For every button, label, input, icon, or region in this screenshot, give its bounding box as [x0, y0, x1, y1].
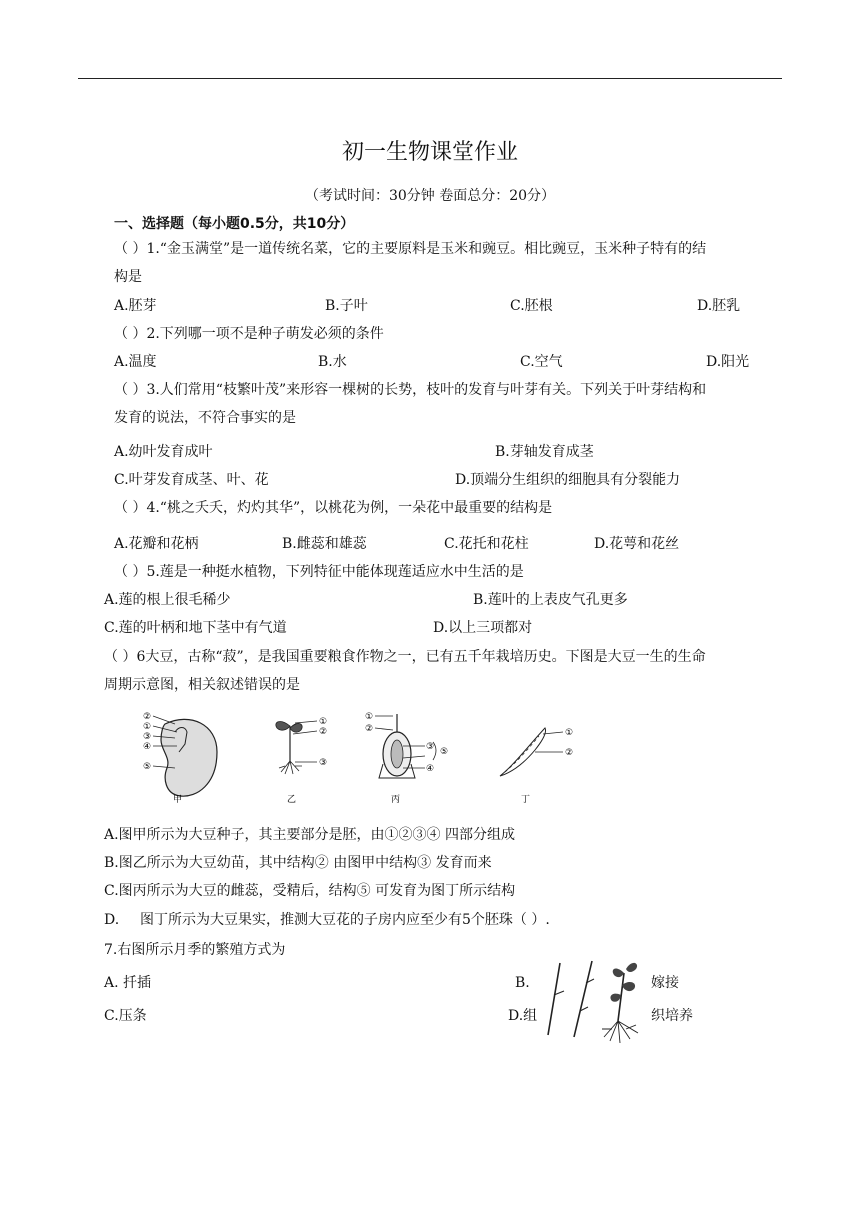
- q3-option-d: D.顶端分生组织的细胞具有分裂能力: [455, 472, 681, 488]
- svg-text:②: ②: [565, 748, 574, 758]
- question-6-stem-cont: 周期示意图，相关叙述错误的是: [104, 677, 300, 693]
- question-7-stem: 7.右图所示月季的繁殖方式为: [104, 942, 286, 958]
- q7-option-c: C.压条: [104, 1008, 147, 1024]
- svg-text:①: ①: [143, 722, 152, 732]
- q2-option-d: D.阳光: [706, 354, 750, 370]
- q6-option-d: 图丁所示为大豆果实，推测大豆花的子房内应至少有5个胚珠（ ）.: [140, 912, 550, 928]
- svg-text:③: ③: [319, 758, 328, 768]
- q7-option-b-prefix: B.: [515, 975, 530, 991]
- rose-cutting-figure: [540, 955, 650, 1045]
- page-subtitle: （考试时间：30分钟 卷面总分：20分）: [304, 188, 556, 204]
- q4-option-a: A.花瓣和花柄: [114, 536, 199, 552]
- svg-text:①: ①: [319, 717, 328, 727]
- q7-option-b-suffix: 嫁接: [651, 975, 679, 991]
- svg-text:①: ①: [365, 712, 374, 722]
- q5-option-a: A.莲的根上很毛稀少: [104, 592, 231, 608]
- q4-option-b: B.雌蕊和雄蕊: [282, 536, 367, 552]
- svg-text:④: ④: [143, 742, 152, 752]
- header-rule: [78, 78, 782, 79]
- q7-option-d-suffix: 织培养: [651, 1008, 693, 1024]
- figure-label-bing: 丙: [391, 795, 401, 805]
- svg-text:②: ②: [143, 712, 152, 722]
- q3-option-a: A.幼叶发育成叶: [114, 444, 213, 460]
- figure-label-yi: 乙: [287, 795, 297, 805]
- question-3-stem-cont: 发育的说法，不符合事实的是: [114, 410, 296, 426]
- figure-label-jia: 甲: [173, 795, 183, 805]
- q1-option-b: B.子叶: [325, 298, 368, 314]
- q6-option-b: B.图乙所示为大豆幼苗，其中结构② 由图甲中结构③ 发育而来: [104, 855, 492, 871]
- q7-option-d-prefix: D.组: [508, 1008, 538, 1024]
- figure-pod: [500, 728, 573, 776]
- figure-seedling: [276, 717, 327, 774]
- svg-text:⑤: ⑤: [440, 747, 449, 757]
- svg-text:③: ③: [143, 732, 152, 742]
- question-3-stem: （ ）3.人们常用“枝繁叶茂”来形容一棵树的长势，枝叶的发育与叶芽有关。下列关于叶芽结构和: [114, 382, 707, 398]
- q2-option-a: A.温度: [114, 354, 157, 370]
- figure-pistil: [365, 712, 448, 778]
- q5-option-c: C.莲的叶柄和地下茎中有气道: [104, 620, 287, 636]
- q1-option-c: C.胚根: [510, 298, 553, 314]
- question-6-stem: （ ）6大豆，古称“菽”，是我国重要粮食作物之一，已有五千年栽培历史。下图是大豆一生的生命: [104, 649, 706, 665]
- svg-text:②: ②: [319, 727, 328, 737]
- question-2-stem: （ ）2.下列哪一项不是种子萌发必须的条件: [114, 326, 384, 342]
- question-1-stem: （ ）1.“金玉满堂”是一道传统名菜，它的主要原料是玉米和豌豆。相比豌豆，玉米种子特有的结: [114, 241, 707, 257]
- question-5-stem: （ ）5.莲是一种挺水植物，下列特征中能体现莲适应水中生活的是: [114, 564, 524, 580]
- q7-option-a: A. 扦插: [104, 975, 152, 991]
- question-1-stem-cont: 构是: [114, 269, 142, 285]
- figure-seed: [143, 712, 217, 796]
- q4-option-d: D.花萼和花丝: [594, 536, 680, 552]
- page-title: 初一生物课堂作业: [341, 140, 518, 165]
- q2-option-b: B.水: [318, 354, 347, 370]
- section-heading: 一、选择题（每小题0.5分，共10分）: [114, 216, 355, 232]
- q1-option-d: D.胚乳: [697, 298, 741, 314]
- q4-option-c: C.花托和花柱: [444, 536, 529, 552]
- q2-option-c: C.空气: [520, 354, 563, 370]
- svg-text:③: ③: [426, 742, 435, 752]
- figure-label-ding: 丁: [521, 795, 531, 805]
- q3-option-b: B.芽轴发育成茎: [495, 444, 594, 460]
- q1-option-a: A.胚芽: [114, 298, 157, 314]
- svg-text:⑤: ⑤: [143, 762, 152, 772]
- svg-text:④: ④: [426, 764, 435, 774]
- svg-text:②: ②: [365, 724, 374, 734]
- q3-option-c: C.叶芽发育成茎、叶、花: [114, 472, 269, 488]
- question-4-stem: （ ）4.“桃之夭夭，灼灼其华”，以桃花为例，一朵花中最重要的结构是: [114, 500, 553, 516]
- svg-text:①: ①: [565, 728, 574, 738]
- q6-option-c: C.图丙所示为大豆的雌蕊，受精后，结构⑤ 可发育为图丁所示结构: [104, 883, 516, 899]
- q6-option-a: A.图甲所示为大豆种子，其主要部分是胚，由①②③④ 四部分组成: [104, 827, 516, 843]
- soybean-lifecycle-figure: [135, 706, 605, 806]
- q5-option-d: D.以上三项都对: [433, 620, 533, 636]
- q5-option-b: B.莲叶的上表皮气孔更多: [473, 592, 628, 608]
- q6-option-d-prefix: D.: [104, 912, 120, 928]
